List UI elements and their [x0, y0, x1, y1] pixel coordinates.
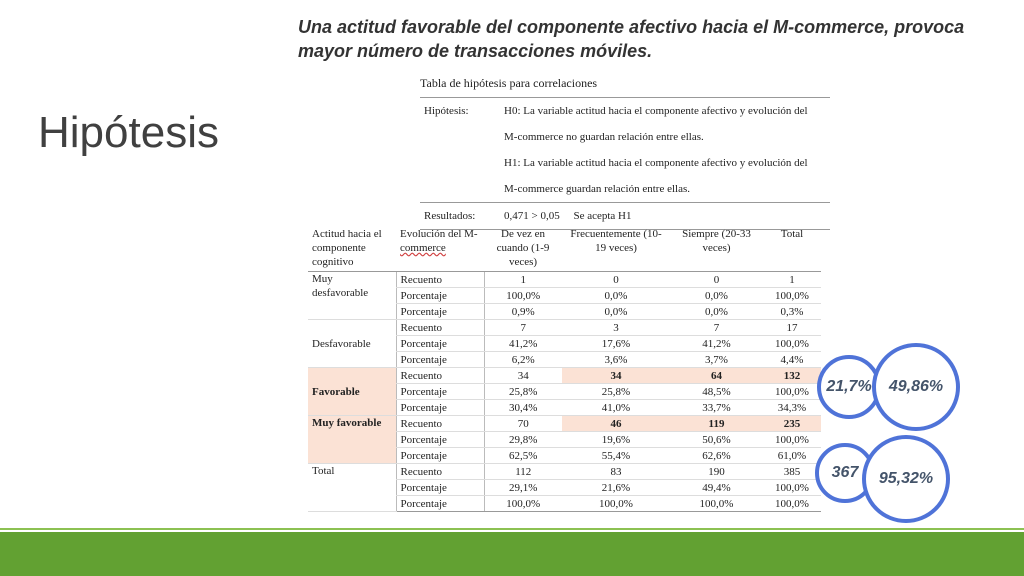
results-label: Resultados:: [420, 203, 500, 230]
table-cell: 19,6%: [562, 432, 670, 448]
header-col-occasional: De vez en cuando (1-9 veces): [484, 227, 562, 272]
table-cell: 0: [562, 272, 670, 288]
measure-label: Porcentaje: [396, 384, 484, 400]
measure-label: Porcentaje: [396, 400, 484, 416]
group-label: Muy desfavorable: [308, 272, 396, 320]
h0-line2: M-commerce no guardan relación entre ellas.: [504, 131, 704, 143]
table-cell: 100,0%: [670, 496, 763, 512]
result-text: Se acepta H1: [573, 210, 632, 222]
header-evolution-underlined: commerce: [400, 242, 446, 254]
table-cell: 34,3%: [763, 400, 821, 416]
table-row: [308, 464, 821, 480]
measure-label: Porcentaje: [396, 352, 484, 368]
result-value: 0,471 > 0,05: [504, 210, 560, 222]
table-cell: 1: [484, 272, 562, 288]
table-cell: 7: [670, 320, 763, 336]
table-cell: 17: [763, 320, 821, 336]
table-cell: 62,5%: [484, 448, 562, 464]
header-col-always: Siempre (20-33 veces): [670, 227, 763, 272]
table-cell: 132: [763, 368, 821, 384]
measure-label: Recuento: [396, 272, 484, 288]
table-row: [308, 368, 821, 384]
table-cell: 190: [670, 464, 763, 480]
table-cell: 112: [484, 464, 562, 480]
table-cell: 25,8%: [484, 384, 562, 400]
header-col-frequent: Frecuentemente (10-19 veces): [562, 227, 670, 272]
table-cell: 100,0%: [763, 496, 821, 512]
callout-circle-4: 95,32%: [862, 435, 950, 523]
table-row: [308, 272, 821, 288]
table-cell: 100,0%: [763, 480, 821, 496]
hypotheses-label: Hipótesis:: [424, 105, 469, 117]
table-cell: 3,6%: [562, 352, 670, 368]
measure-label: Porcentaje: [396, 496, 484, 512]
results-cell: [500, 203, 830, 230]
slide-title: Hipótesis: [38, 108, 219, 157]
table-cell: 100,0%: [763, 288, 821, 304]
table-cell: 100,0%: [562, 496, 670, 512]
measure-label: Recuento: [396, 320, 484, 336]
measure-label: Porcentaje: [396, 480, 484, 496]
table-cell: 0,0%: [562, 288, 670, 304]
table-cell: 64: [670, 368, 763, 384]
hypothesis-table: [420, 97, 830, 230]
table-cell: 119: [670, 416, 763, 432]
footer-band: [0, 532, 1024, 576]
table-cell: 6,2%: [484, 352, 562, 368]
header-col-total: Total: [763, 227, 821, 272]
table-cell: 48,5%: [670, 384, 763, 400]
table-cell: 34: [562, 368, 670, 384]
measure-label: Recuento: [396, 416, 484, 432]
table-cell: 83: [562, 464, 670, 480]
group-label: Muy favorable: [308, 416, 396, 464]
h0-line1: H0: La variable actitud hacia el componente afectivo y evolución del: [504, 105, 808, 117]
table-cell: 235: [763, 416, 821, 432]
table-row: [308, 416, 821, 432]
measure-label: Porcentaje: [396, 288, 484, 304]
table-cell: 29,1%: [484, 480, 562, 496]
callout-circle-2: 49,86%: [872, 343, 960, 431]
table-cell: 61,0%: [763, 448, 821, 464]
table-cell: 385: [763, 464, 821, 480]
table-cell: 0,0%: [562, 304, 670, 320]
table-cell: 50,6%: [670, 432, 763, 448]
table-cell: 4,4%: [763, 352, 821, 368]
table-cell: 55,4%: [562, 448, 670, 464]
callout-circle-1: 21,7%: [817, 355, 881, 419]
table-cell: 3,7%: [670, 352, 763, 368]
table-cell: 100,0%: [484, 288, 562, 304]
table-cell: 41,2%: [484, 336, 562, 352]
measure-label: Recuento: [396, 368, 484, 384]
table-cell: 3: [562, 320, 670, 336]
header-evolution-text: Evolución del M-: [400, 228, 478, 240]
table-cell: 70: [484, 416, 562, 432]
group-label: Favorable: [308, 368, 396, 416]
measure-label: Recuento: [396, 464, 484, 480]
table-cell: 100,0%: [763, 384, 821, 400]
table-cell: 29,8%: [484, 432, 562, 448]
hypothesis-table-block: [420, 76, 830, 230]
measure-label: Porcentaje: [396, 432, 484, 448]
table-cell: 41,2%: [670, 336, 763, 352]
header-attitude: Actitud hacia el componente cognitivo: [308, 227, 396, 272]
headline: Una actitud favorable del componente afectivo hacia el M-commerce, provoca mayor número de transacciones móviles.: [298, 17, 965, 61]
hypothesis-table-caption: Tabla de hipótesis para correlaciones: [420, 76, 598, 90]
table-cell: 30,4%: [484, 400, 562, 416]
measure-label: Porcentaje: [396, 336, 484, 352]
table-cell: 0: [670, 272, 763, 288]
table-cell: 25,8%: [562, 384, 670, 400]
table-cell: 49,4%: [670, 480, 763, 496]
table-row: [308, 320, 821, 336]
h1-line2: M-commerce guardan relación entre ellas.: [504, 183, 690, 195]
group-label: Total: [308, 464, 396, 512]
crosstab-table: [308, 227, 821, 512]
table-cell: 17,6%: [562, 336, 670, 352]
h1-line1: H1: La variable actitud hacia el componente afectivo y evolución del: [504, 157, 808, 169]
table-cell: 0,0%: [670, 288, 763, 304]
table-cell: 0,0%: [670, 304, 763, 320]
table-cell: 46: [562, 416, 670, 432]
footer-accent-line: [0, 528, 1024, 530]
table-cell: 41,0%: [562, 400, 670, 416]
table-cell: 33,7%: [670, 400, 763, 416]
measure-label: Porcentaje: [396, 304, 484, 320]
table-cell: 0,3%: [763, 304, 821, 320]
table-cell: 1: [763, 272, 821, 288]
callout-circle-3: 367: [815, 443, 875, 503]
table-cell: 34: [484, 368, 562, 384]
table-cell: 7: [484, 320, 562, 336]
table-cell: 21,6%: [562, 480, 670, 496]
group-label: Desfavorable: [308, 320, 396, 368]
table-cell: 62,6%: [670, 448, 763, 464]
header-evolution: [396, 227, 484, 272]
measure-label: Porcentaje: [396, 448, 484, 464]
table-cell: 0,9%: [484, 304, 562, 320]
table-cell: 100,0%: [763, 336, 821, 352]
table-cell: 100,0%: [484, 496, 562, 512]
table-cell: 100,0%: [763, 432, 821, 448]
